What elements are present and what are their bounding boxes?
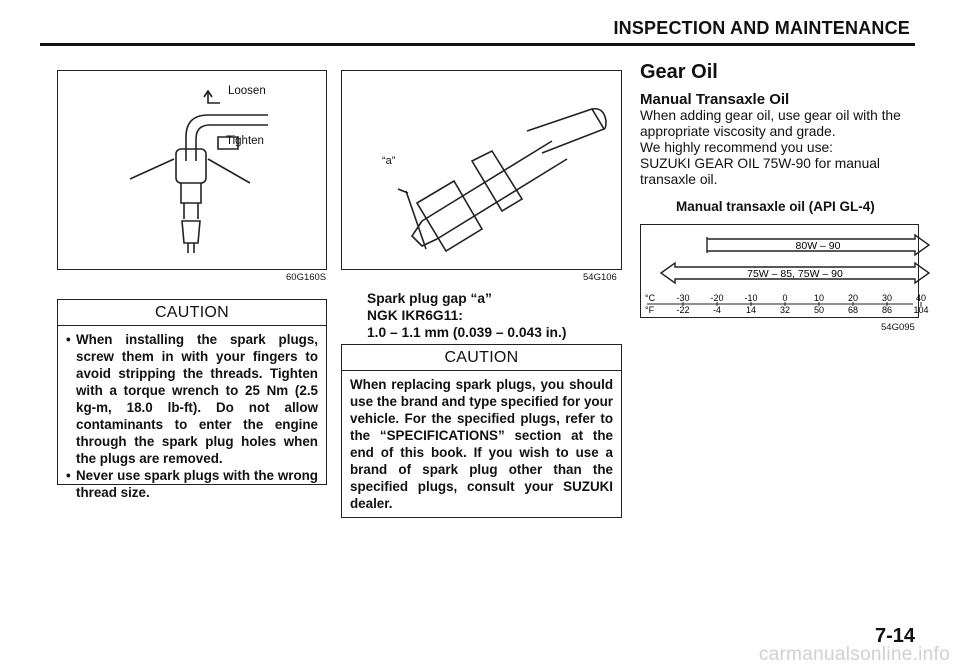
gear-oil-paragraph bbox=[640, 108, 901, 188]
chart-caption: Manual transaxle oil (API GL-4) bbox=[676, 199, 875, 214]
subsection-title: Manual Transaxle Oil bbox=[640, 91, 790, 108]
fahrenheit-tick-label: 50 bbox=[813, 305, 825, 315]
caution-box-replace bbox=[341, 344, 622, 518]
watermark-text: carmanualsonline.info bbox=[758, 644, 950, 665]
page-number: 7-14 bbox=[874, 625, 915, 647]
section-title: Gear Oil bbox=[640, 61, 718, 83]
label-tighten: Tighten bbox=[226, 135, 264, 147]
spec-line: NGK IKR6G11: bbox=[367, 308, 463, 323]
caution-item: • Never use spark plugs with the wrong thread size. bbox=[66, 467, 318, 501]
celsius-tick-label: 30 bbox=[881, 293, 893, 303]
label-gap-a: “a” bbox=[382, 155, 396, 167]
viscosity-chart bbox=[640, 224, 929, 318]
caution-text: When replacing spark plugs, you should use the brand and type specified for your vehicle. For the specified plugs, refer to the “SPECIFICATIONS” section at the end of this book. If you wish to use a brand of spark plug other than the specified plugs, consult your SUZUKI dealer. bbox=[350, 377, 613, 511]
figure2-code: 54G106 bbox=[583, 272, 617, 283]
header-rule bbox=[40, 43, 915, 46]
spark-plug-illustration bbox=[342, 71, 621, 269]
figure-spark-plug-tighten bbox=[57, 70, 327, 270]
paragraph-line: When adding gear oil, use gear oil with the bbox=[640, 108, 901, 123]
paragraph-line: transaxle oil. bbox=[640, 172, 718, 187]
tighten-illustration bbox=[58, 71, 326, 269]
viscosity-bar-label: 75W – 85, 75W – 90 bbox=[747, 268, 843, 280]
paragraph-line: SUZUKI GEAR OIL 75W-90 for manual bbox=[640, 156, 880, 171]
fahrenheit-tick-label: -22 bbox=[676, 305, 690, 315]
viscosity-chart-svg bbox=[641, 225, 929, 317]
page-header-title: INSPECTION AND MAINTENANCE bbox=[613, 18, 910, 38]
celsius-tick-label: 40 bbox=[915, 293, 927, 303]
celsius-tick-label: -20 bbox=[710, 293, 724, 303]
celsius-tick-label: 20 bbox=[847, 293, 859, 303]
spec-line: Spark plug gap “a” bbox=[367, 291, 492, 306]
celsius-tick-label: -10 bbox=[744, 293, 758, 303]
figure1-code: 60G160S bbox=[286, 272, 327, 283]
label-loosen: Loosen bbox=[228, 85, 266, 97]
fahrenheit-tick-label: 86 bbox=[881, 305, 893, 315]
caution-title: CAUTION bbox=[342, 345, 621, 371]
viscosity-bar-label: 80W – 90 bbox=[795, 240, 841, 252]
fahrenheit-tick-label: 14 bbox=[745, 305, 757, 315]
celsius-tick-label: 0 bbox=[782, 293, 788, 303]
figure-spark-plug-gap bbox=[341, 70, 622, 270]
chart-code: 54G095 bbox=[881, 322, 915, 333]
celsius-tick-label: -30 bbox=[676, 293, 690, 303]
fahrenheit-unit-label: °F bbox=[645, 305, 655, 315]
spark-plug-spec bbox=[367, 290, 566, 341]
caution-title: CAUTION bbox=[58, 300, 326, 326]
celsius-unit-label: °C bbox=[645, 293, 656, 303]
celsius-tick-label: 10 bbox=[813, 293, 825, 303]
spec-line: 1.0 – 1.1 mm (0.039 – 0.043 in.) bbox=[367, 325, 567, 340]
fahrenheit-tick-label: 104 bbox=[913, 305, 929, 315]
paragraph-line: We highly recommend you use: bbox=[640, 140, 833, 155]
paragraph-line: appropriate viscosity and grade. bbox=[640, 124, 836, 139]
caution-item: • When installing the spark plugs, screw them in with your fingers to avoid stripping the threads. Tighten with a torque wrench to 25 Nm (2.5 kg-m, 18.0 lb-ft). Do not allow contaminants to enter the engine through the spark plug holes when the plugs are removed. bbox=[66, 331, 318, 467]
caution-box-install bbox=[57, 299, 327, 500]
fahrenheit-tick-label: 68 bbox=[847, 305, 859, 315]
fahrenheit-tick-label: 32 bbox=[779, 305, 791, 315]
fahrenheit-tick-label: -4 bbox=[712, 305, 722, 315]
